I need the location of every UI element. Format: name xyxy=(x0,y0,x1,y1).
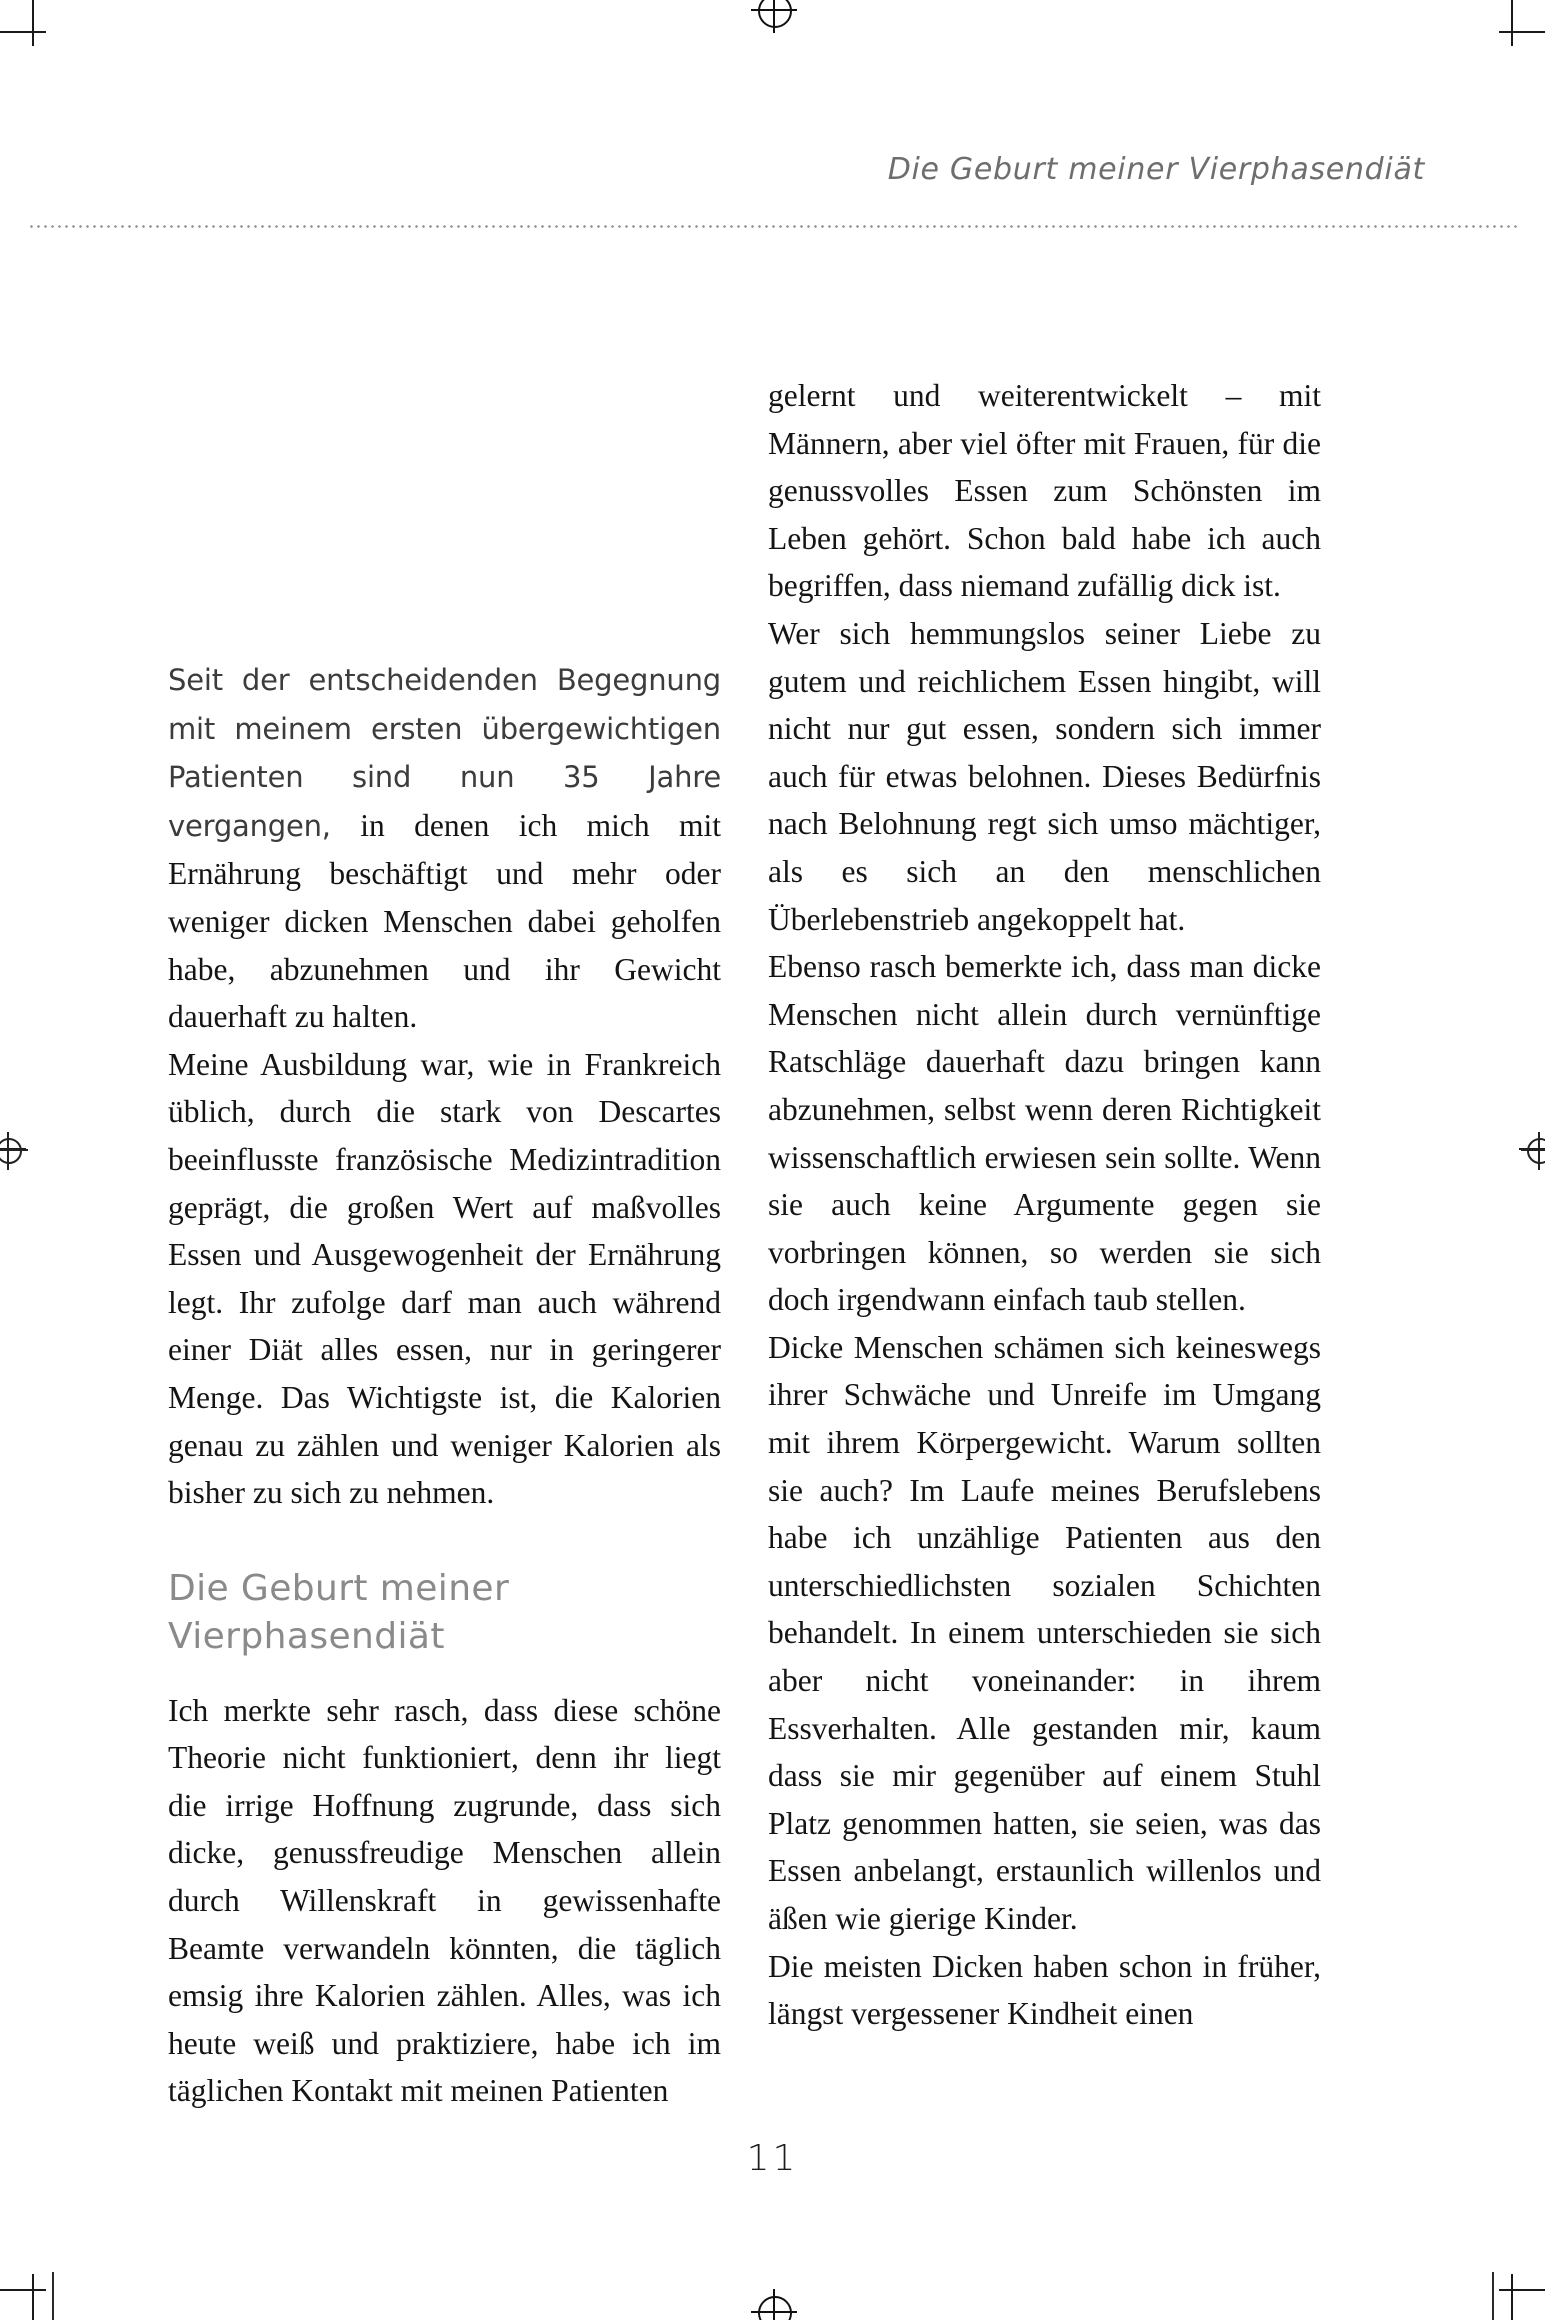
running-head: Die Geburt meiner Vierphasendiät xyxy=(887,152,1425,187)
crop-mark-bottom-left-vertical xyxy=(32,2274,34,2320)
paragraph-text: in denen ich mich mit Ernährung beschäftigt und mehr oder weniger dicken Menschen dabei geholfen habe, abzunehmen und ihr Gewicht dauerhaft zu halten. xyxy=(168,807,721,1035)
registration-target-icon-left xyxy=(0,1138,22,1164)
trim-tick-bottom-right xyxy=(1492,2272,1494,2320)
crop-mark-top-left-horizontal xyxy=(0,31,46,33)
text-column-left xyxy=(168,0,721,2115)
paragraph xyxy=(168,656,721,1041)
section-heading: Die Geburt meiner Vierphasendiät xyxy=(168,1567,510,1657)
paragraph: Meine Ausbildung war, wie in Frankreich üblich, durch die stark von Descartes beeinflusste französische Medizintradition geprägt, die großen Wert auf maßvolles Essen und Ausgewogenheit der Ernährung legt. Ihr zufolge darf man auch während einer Diät alles essen, nur in geringerer Menge. Das Wichtigste ist, die Kalorien genau zu zählen und weniger Kalorien als bisher zu sich zu nehmen. xyxy=(168,1046,721,1511)
paragraph: Ich merkte sehr rasch, dass diese schöne Theorie nicht funktioniert, denn ihr liegt die irrige Hoffnung zugrunde, dass sich dicke, genussfreudige Menschen allein durch Willenskraft in gewissenhafte Beamte verwandeln könnten, die täglich emsig ihre Kalorien zählen. Alles, was ich heute weiß und praktiziere, habe ich im täglichen Kontakt mit meinen Patienten xyxy=(168,1692,721,2109)
paragraph: Dicke Menschen schämen sich keineswegs ihrer Schwäche und Unreife im Umgang mit ihrem Körpergewicht. Warum sollten sie auch? Im Laufe meines Berufslebens habe ich unzählige Patienten aus den unterschiedlichsten sozialen Schichten behandelt. In einem unterschieden sie sich aber nicht voneinander: in ihrem Essverhalten. Alle gestanden mir, kaum dass sie mir gegenüber auf einem Stuhl Platz genommen hatten, sie seien, was das Essen anbelangt, erstaunlich willenlos und äßen wie gierige Kinder. xyxy=(768,1329,1321,1936)
paragraph: Ebenso rasch bemerkte ich, dass man dicke Menschen nicht allein durch vernünftige Ratschläge dauerhaft dazu bringen kann abzunehmen, selbst wenn deren Richtigkeit wissenschaftlich erwiesen sein sollte. Wenn sie auch keine Argumente gegen sie vorbringen können, so werden sie sich doch irgendwann einfach taub stellen. xyxy=(768,949,1321,1318)
registration-target-icon-right xyxy=(1527,1138,1545,1164)
paragraph: Wer sich hemmungslos seiner Liebe zu gutem und reichlichem Essen hingibt, will nicht nur gut essen, sondern sich immer auch für etwas belohnen. Dieses Bedürfnis nach Belohnung regt sich umso mächtiger, als es sich an den menschlichen Überlebenstrieb angekoppelt hat. xyxy=(768,615,1321,937)
registration-target-icon-bottom xyxy=(758,2296,792,2320)
trim-tick-bottom-left xyxy=(52,2272,54,2320)
page-number: 11 xyxy=(746,2138,799,2179)
paragraph: gelernt und weiterentwickelt – mit Männern, aber viel öfter mit Frauen, für die genussvolles Essen zum Schönsten im Leben gehört. Schon bald habe ich auch begriffen, dass niemand zufällig dick ist. xyxy=(768,378,1321,604)
crop-mark-top-right-horizontal xyxy=(1499,31,1545,33)
crop-mark-bottom-right-vertical xyxy=(1511,2274,1513,2320)
crop-mark-bottom-left-horizontal xyxy=(0,2289,46,2291)
crop-mark-top-left-vertical xyxy=(32,0,34,46)
text-column-right xyxy=(768,0,1321,2038)
crop-mark-top-right-vertical xyxy=(1511,0,1513,46)
paragraph-lead-in: Seit der entscheidenden Begegnung mit meinem ersten übergewichtigen Patienten sind nun 35 Jahre vergangen, xyxy=(168,663,721,843)
paragraph: Die meisten Dicken haben schon in früher, längst vergessener Kindheit einen xyxy=(768,1948,1321,2032)
crop-mark-bottom-right-horizontal xyxy=(1499,2289,1545,2291)
